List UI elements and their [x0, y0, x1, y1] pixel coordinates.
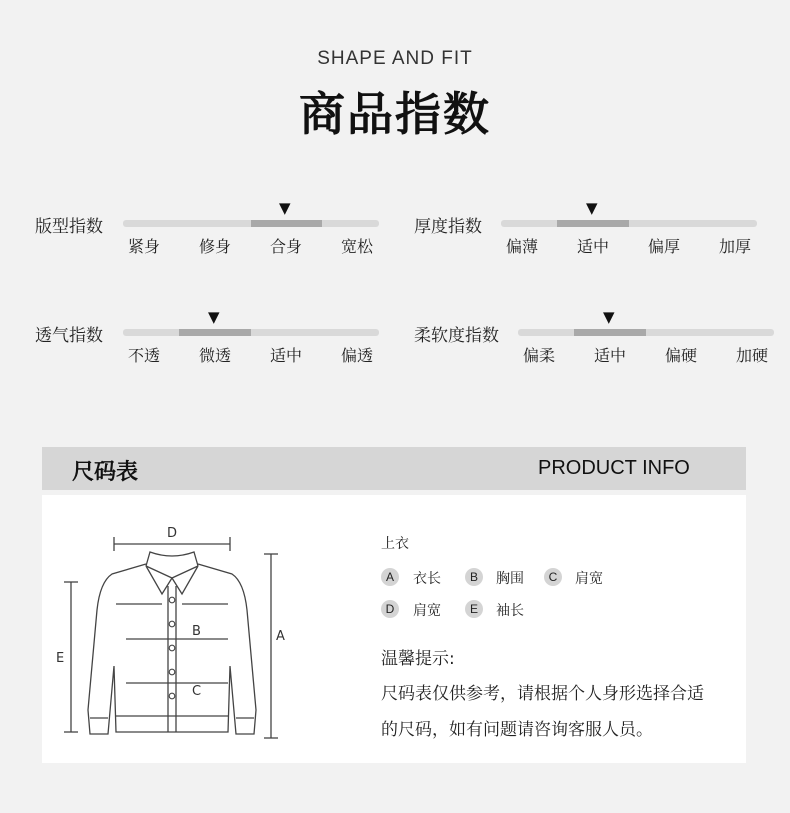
- metric-track-fit: [123, 220, 379, 227]
- option-label: 偏薄: [505, 237, 538, 256]
- marker-icon: ▼: [603, 308, 615, 326]
- metric-label-softness: 柔软度指数: [414, 326, 499, 346]
- metric-highlight-breathability: [179, 329, 251, 336]
- diagram-label-b: B: [192, 624, 201, 639]
- marker-icon: ▼: [586, 199, 598, 217]
- diagram-label-a: A: [276, 629, 285, 644]
- legend-badge: B: [465, 568, 483, 586]
- option-label: 加硬: [735, 346, 768, 365]
- metric-track-thickness: [501, 220, 757, 227]
- marker-icon: ▼: [279, 199, 291, 217]
- diagram-label-d: D: [167, 526, 178, 541]
- option-label: 偏透: [340, 346, 373, 365]
- legend-badge: A: [381, 568, 399, 586]
- option-label: 适中: [269, 346, 302, 365]
- tip-title: 温馨提示:: [381, 649, 455, 669]
- option-label-selected: 适中: [576, 237, 609, 256]
- option-label: 修身: [198, 237, 231, 256]
- legend-badge: E: [465, 600, 483, 618]
- option-label-selected: 合身: [269, 237, 302, 256]
- metric-track-softness: [518, 329, 774, 336]
- option-label: 不透: [127, 346, 160, 365]
- metric-label-fit: 版型指数: [35, 217, 103, 237]
- size-chart-subtitle: PRODUCT INFO: [538, 457, 690, 479]
- size-category: 上衣: [381, 536, 409, 552]
- option-label: 偏柔: [522, 346, 555, 365]
- legend-text: 衣长: [413, 571, 441, 587]
- option-label: 加厚: [718, 237, 751, 256]
- option-label-selected: 适中: [593, 346, 626, 365]
- option-label: 紧身: [127, 237, 160, 256]
- legend-text: 肩宽: [575, 571, 603, 587]
- tip-line: 的尺码，如有问题请咨询客服人员。: [381, 720, 653, 740]
- option-label-selected: 微透: [198, 346, 231, 365]
- metric-track-breathability: [123, 329, 379, 336]
- legend-text: 肩宽: [413, 603, 441, 619]
- metric-label-breathability: 透气指数: [35, 326, 103, 346]
- option-label: 偏硬: [664, 346, 697, 365]
- metric-highlight-fit: [251, 220, 322, 227]
- legend-badge: C: [544, 568, 562, 586]
- jacket-diagram: [50, 520, 300, 750]
- option-label: 偏厚: [647, 237, 680, 256]
- section-subtitle: SHAPE AND FIT: [317, 48, 473, 69]
- metric-highlight-thickness: [557, 220, 629, 227]
- metric-highlight-softness: [574, 329, 646, 336]
- marker-icon: ▼: [208, 308, 220, 326]
- legend-badge: D: [381, 600, 399, 618]
- tip-line: 尺码表仅供参考，请根据个人身形选择合适: [381, 684, 704, 704]
- legend-text: 袖长: [496, 603, 524, 619]
- diagram-label-c: C: [192, 684, 202, 699]
- option-label: 宽松: [340, 237, 373, 256]
- size-chart-title: 尺码表: [72, 460, 139, 485]
- diagram-label-e: E: [56, 651, 65, 666]
- legend-text: 胸围: [496, 571, 524, 587]
- metric-label-thickness: 厚度指数: [414, 217, 482, 237]
- page-title: 商品指数: [299, 87, 491, 141]
